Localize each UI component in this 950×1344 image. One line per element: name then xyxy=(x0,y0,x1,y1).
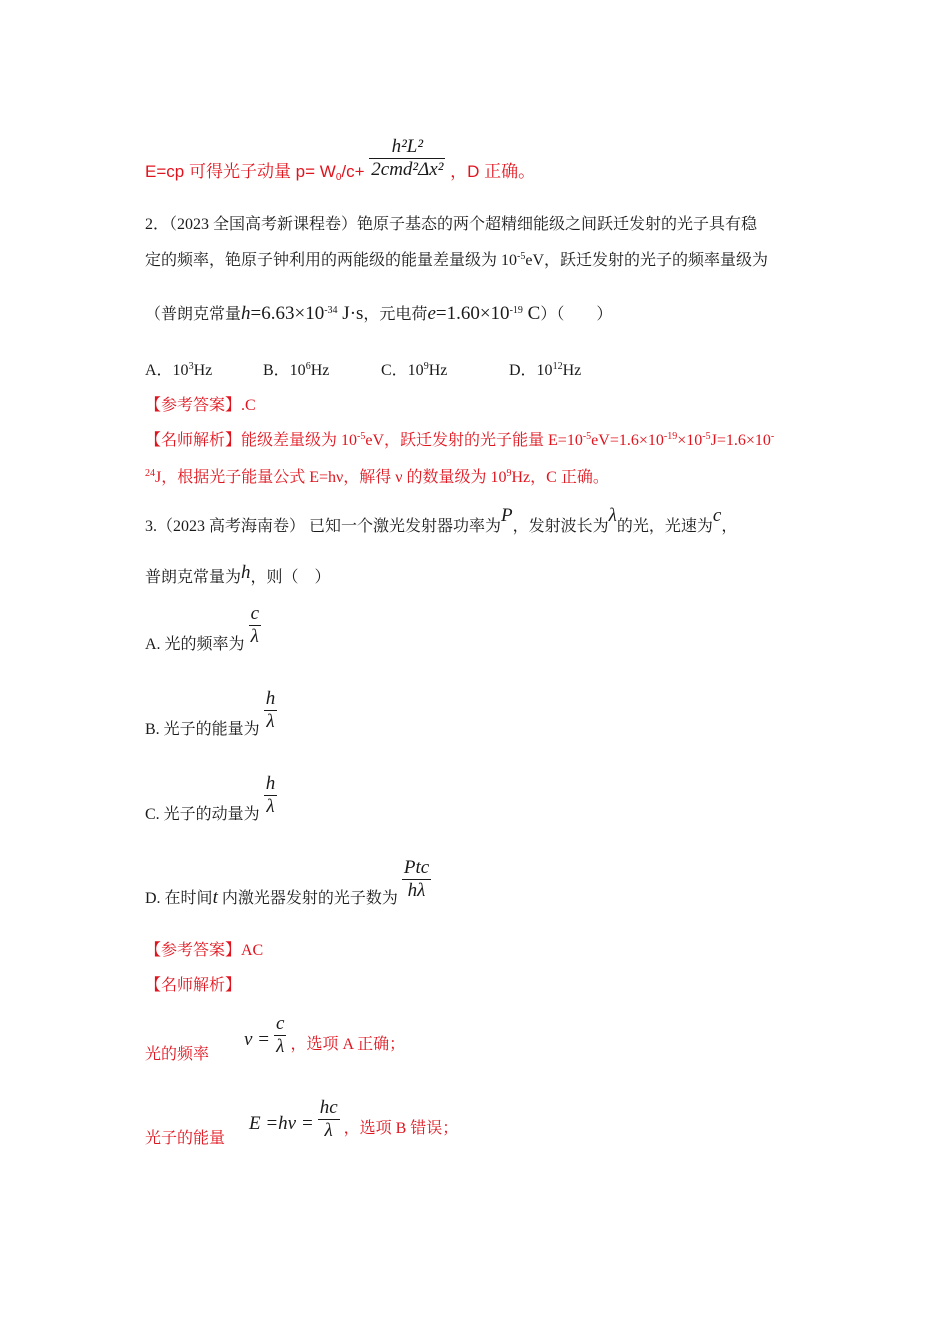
q2-option-c: C．$10^9Hz$ xyxy=(381,361,448,379)
q3-line2: 普朗克常量为h，则（ ） xyxy=(145,562,331,586)
q2-option-d: D．$10^{12}Hz$ xyxy=(509,361,582,379)
q3-explanation-1: 光的频率 ν = $\frac{c}{\lambda}$ ，选项 A 正确； xyxy=(145,1013,406,1064)
q2-option-a: A．$10^3Hz$ xyxy=(145,361,213,379)
q3-option-c: C. 光子的动量为 $\frac{h}{\lambda}$ xyxy=(145,773,276,824)
top-fraction: $\frac{\text{h²L²}}{\text{2cmd²Δx²}}$ xyxy=(371,136,444,180)
q3-line1: 3.（2023 高考海南卷） 已知一个激光发射器功率为P，发射波长为λ的光，光速为c， xyxy=(145,505,738,535)
q2-line2: 定的频率，铯原子钟利用的两能级的能量差量级为 $10^{-5}eV$，跃迁发射的光子的频率量级为 xyxy=(145,251,769,269)
q2-line3: （普朗克常量$h=6.63\times 10^{-34}$ J·s，元电荷$e=1.60\times 10^{-19}$ C）（ ） xyxy=(145,303,613,324)
q3-answer: 【参考答案】AC xyxy=(145,942,264,959)
q2-options xyxy=(145,360,627,382)
q3-explanation-2: 光子的能量 E =hν = $\frac{hc}{\lambda}$ ，选项 B 错误； xyxy=(145,1097,459,1148)
q2-answer: 【参考答案】.C xyxy=(145,397,256,414)
q3-option-a: A. 光的频率为 $\frac{c}{\lambda}$ xyxy=(145,603,259,654)
q3-option-d: D. 在时间t 内激光器发射的光子数为 $\frac{\text{Ptc}}{h\lambda}$ xyxy=(145,857,430,909)
q2-explanation-line1: 【名师解析】能级差量级为 $10^{-5}eV$，跃迁发射的光子能量 $E=10^{-5}eV=1.6\times 10^{-19}\times 10^{-5}J=1.6\times 10^-$ xyxy=(145,431,775,449)
q3-explanation-title: 【名师解析】 xyxy=(145,977,242,994)
q2-line1: 2．（2023 全国高考新课程卷）铯原子基态的两个超精细能级之间跃迁发射的光子具有稳 xyxy=(145,216,758,233)
q3-option-b: B. 光子的能量为 $\frac{h}{\lambda}$ xyxy=(145,688,276,739)
q2-option-b: B．$10^6Hz$ xyxy=(263,361,330,379)
top-line: E=cp 可得光子动量 $p= W_0/c+$ $\frac{\text{h²L²}}{\text{2cmd²Δx²}}$ ，D 正确。 xyxy=(145,136,536,183)
q2-explanation-line2: $^{24}$J，根据光子能量公式 E=hν，解得 ν 的数量级为 $10^9Hz$，C 正确。 xyxy=(145,468,609,486)
